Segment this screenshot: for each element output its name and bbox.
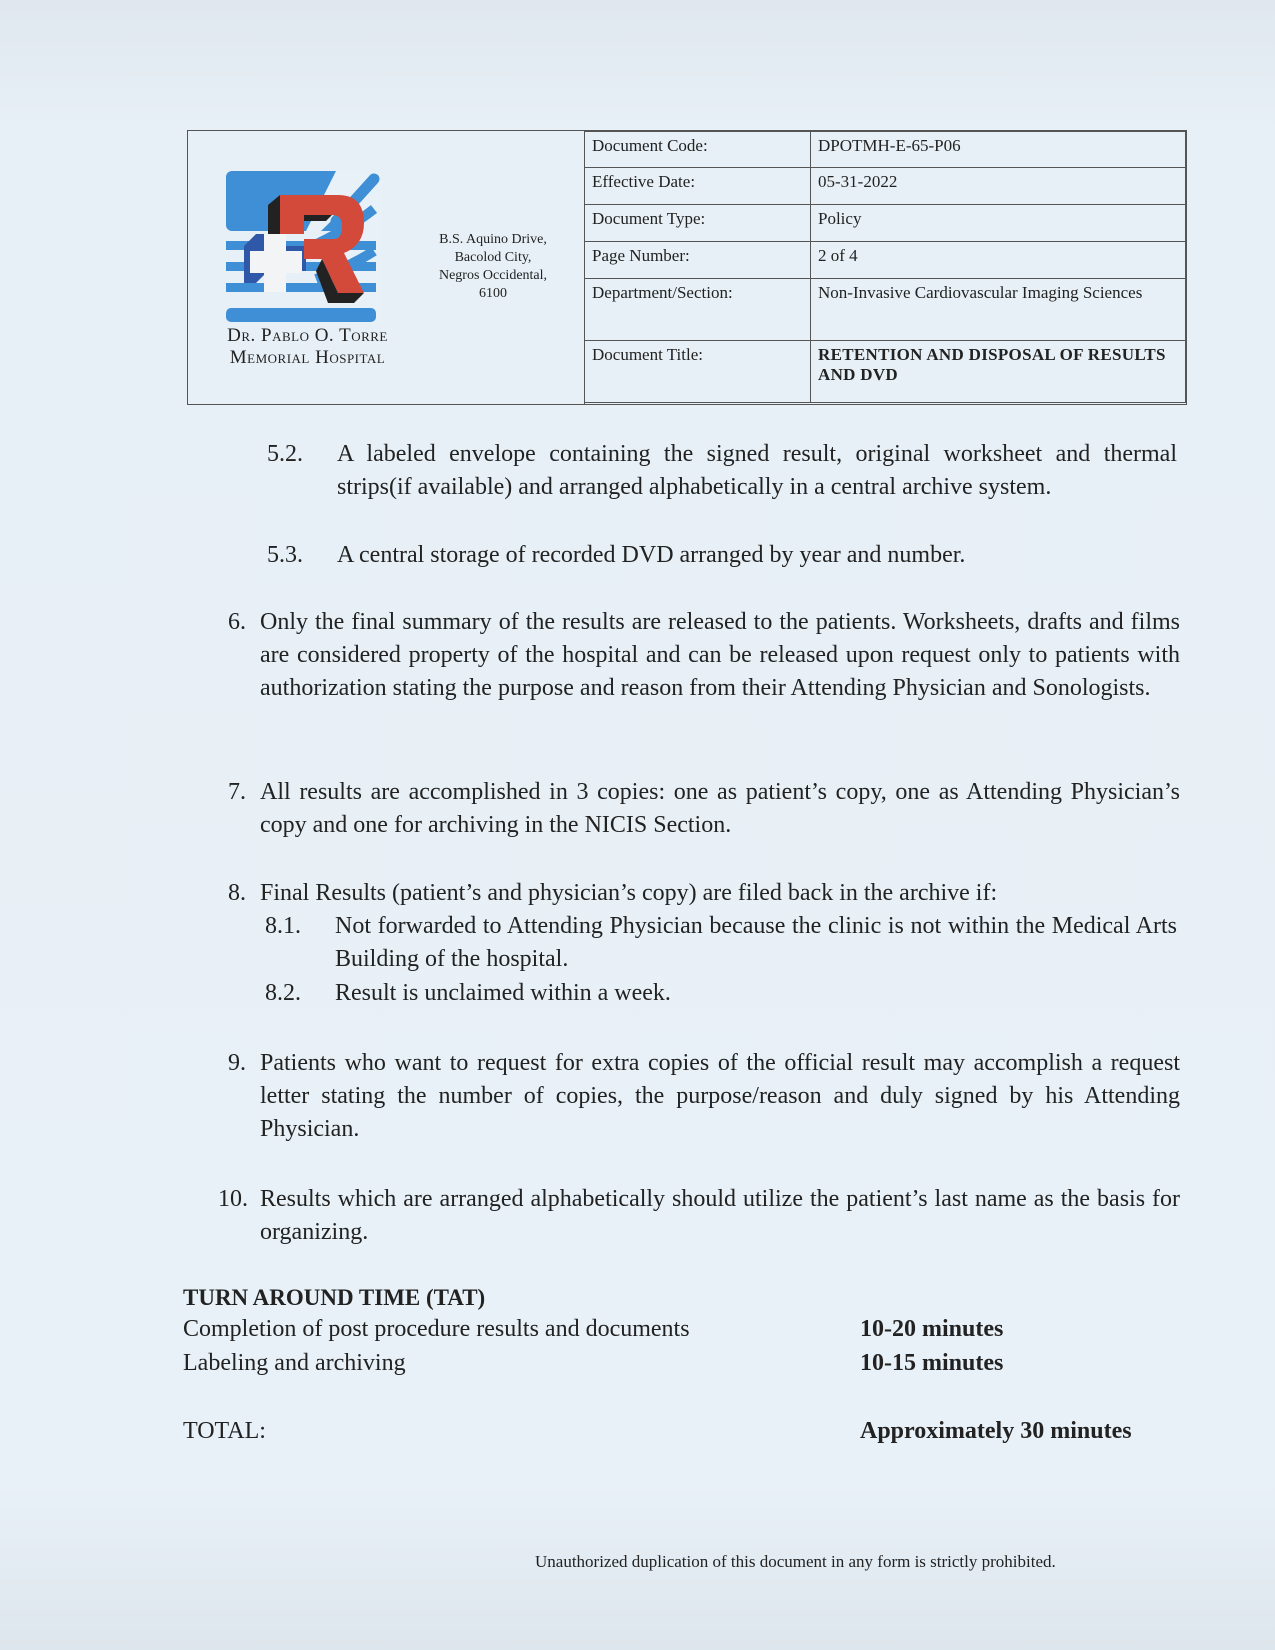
item-text: Patients who want to request for extra copies of the official result may accomplish a request letter stating the number of copies, the purpose/reason and duly signed by his Attending Physician. (260, 1050, 1180, 1142)
meta-value: Non-Invasive Cardiovascular Imaging Sciences (811, 279, 1186, 341)
meta-row-document-title (585, 341, 1186, 403)
tat-total-value: Approximately 30 minutes (860, 1418, 1132, 1444)
item-text: Final Results (patient’s and physician’s copy) are filed back in the archive if: (260, 880, 998, 906)
item-number: 5.2. (267, 441, 303, 467)
item-number: 9. (228, 1050, 246, 1076)
tat-row-value: 10-15 minutes (860, 1350, 1004, 1376)
item-text: Result is unclaimed within a week. (335, 980, 671, 1006)
address-line: Bacolod City, (454, 250, 532, 265)
item-number: 8. (228, 880, 246, 906)
item-text: A labeled envelope containing the signed result, original worksheet and thermal strips(if available) and arranged alphabetically in a central archive system. (337, 441, 1177, 500)
meta-value: 05-31-2022 (811, 168, 1186, 205)
address-line: B.S. Aquino Drive, (439, 232, 547, 247)
meta-value: DPOTMH-E-65-P06 (811, 132, 1186, 168)
item-number: 8.1. (265, 913, 301, 939)
document-header (187, 130, 1187, 405)
hospital-name (200, 325, 415, 369)
item-number: 5.3. (267, 542, 303, 568)
tat-row-label: Labeling and archiving (183, 1350, 406, 1376)
item-number: 7. (228, 779, 246, 805)
hospital-name-line-2: Memorial Hospital (229, 347, 386, 368)
meta-row-effective-date (585, 168, 1186, 205)
item-text: Only the final summary of the results are released to the patients. Worksheets, drafts and films are considered property of the hospital and can be released upon request only to patients with authorization stating the purpose and reason from their Attending Physician and Sonologists. (260, 609, 1180, 701)
meta-row-document-type (585, 205, 1186, 242)
meta-label: Document Title: (585, 341, 811, 403)
meta-label: Effective Date: (585, 168, 811, 205)
tat-row-label: Completion of post procedure results and documents (183, 1316, 690, 1342)
address-line: 6100 (479, 286, 507, 301)
meta-row-page-number (585, 242, 1186, 279)
item-number: 8.2. (265, 980, 301, 1006)
document-title: RETENTION AND DISPOSAL OF RESULTS AND DVD (811, 341, 1186, 403)
tat-row-value: 10-20 minutes (860, 1316, 1004, 1342)
address-line: Negros Occidental, (438, 268, 548, 283)
item-number: 10. (218, 1186, 248, 1212)
meta-value: 2 of 4 (811, 242, 1186, 279)
meta-label: Document Type: (585, 205, 811, 242)
footer-notice: Unauthorized duplication of this document in any form is strictly prohibited. (535, 1552, 1056, 1571)
item-text: Results which are arranged alphabetically should utilize the patient’s last name as the basis for organizing. (260, 1186, 1180, 1245)
document-meta-table (584, 131, 1186, 403)
hospital-address (423, 231, 563, 303)
item-text: Not forwarded to Attending Physician because the clinic is not within the Medical Arts Building of the hospital. (335, 913, 1177, 972)
logo-cell (188, 131, 585, 404)
tat-heading: TURN AROUND TIME (TAT) (183, 1285, 486, 1310)
meta-value: Policy (811, 205, 1186, 242)
item-number: 6. (228, 609, 246, 635)
hospital-logo-icon (226, 171, 381, 324)
hospital-name-line-1: Dr. Pablo O. Torre (227, 325, 388, 346)
meta-row-document-code (585, 132, 1186, 168)
item-text: A central storage of recorded DVD arranged by year and number. (337, 542, 966, 568)
meta-label: Page Number: (585, 242, 811, 279)
item-text: All results are accomplished in 3 copies: one as patient’s copy, one as Attending Physician’s copy and one for archiving in the NICIS Section. (260, 779, 1180, 838)
meta-row-department (585, 279, 1186, 341)
meta-label: Department/Section: (585, 279, 811, 341)
tat-total-label: TOTAL: (183, 1418, 266, 1444)
meta-label: Document Code: (585, 132, 811, 168)
